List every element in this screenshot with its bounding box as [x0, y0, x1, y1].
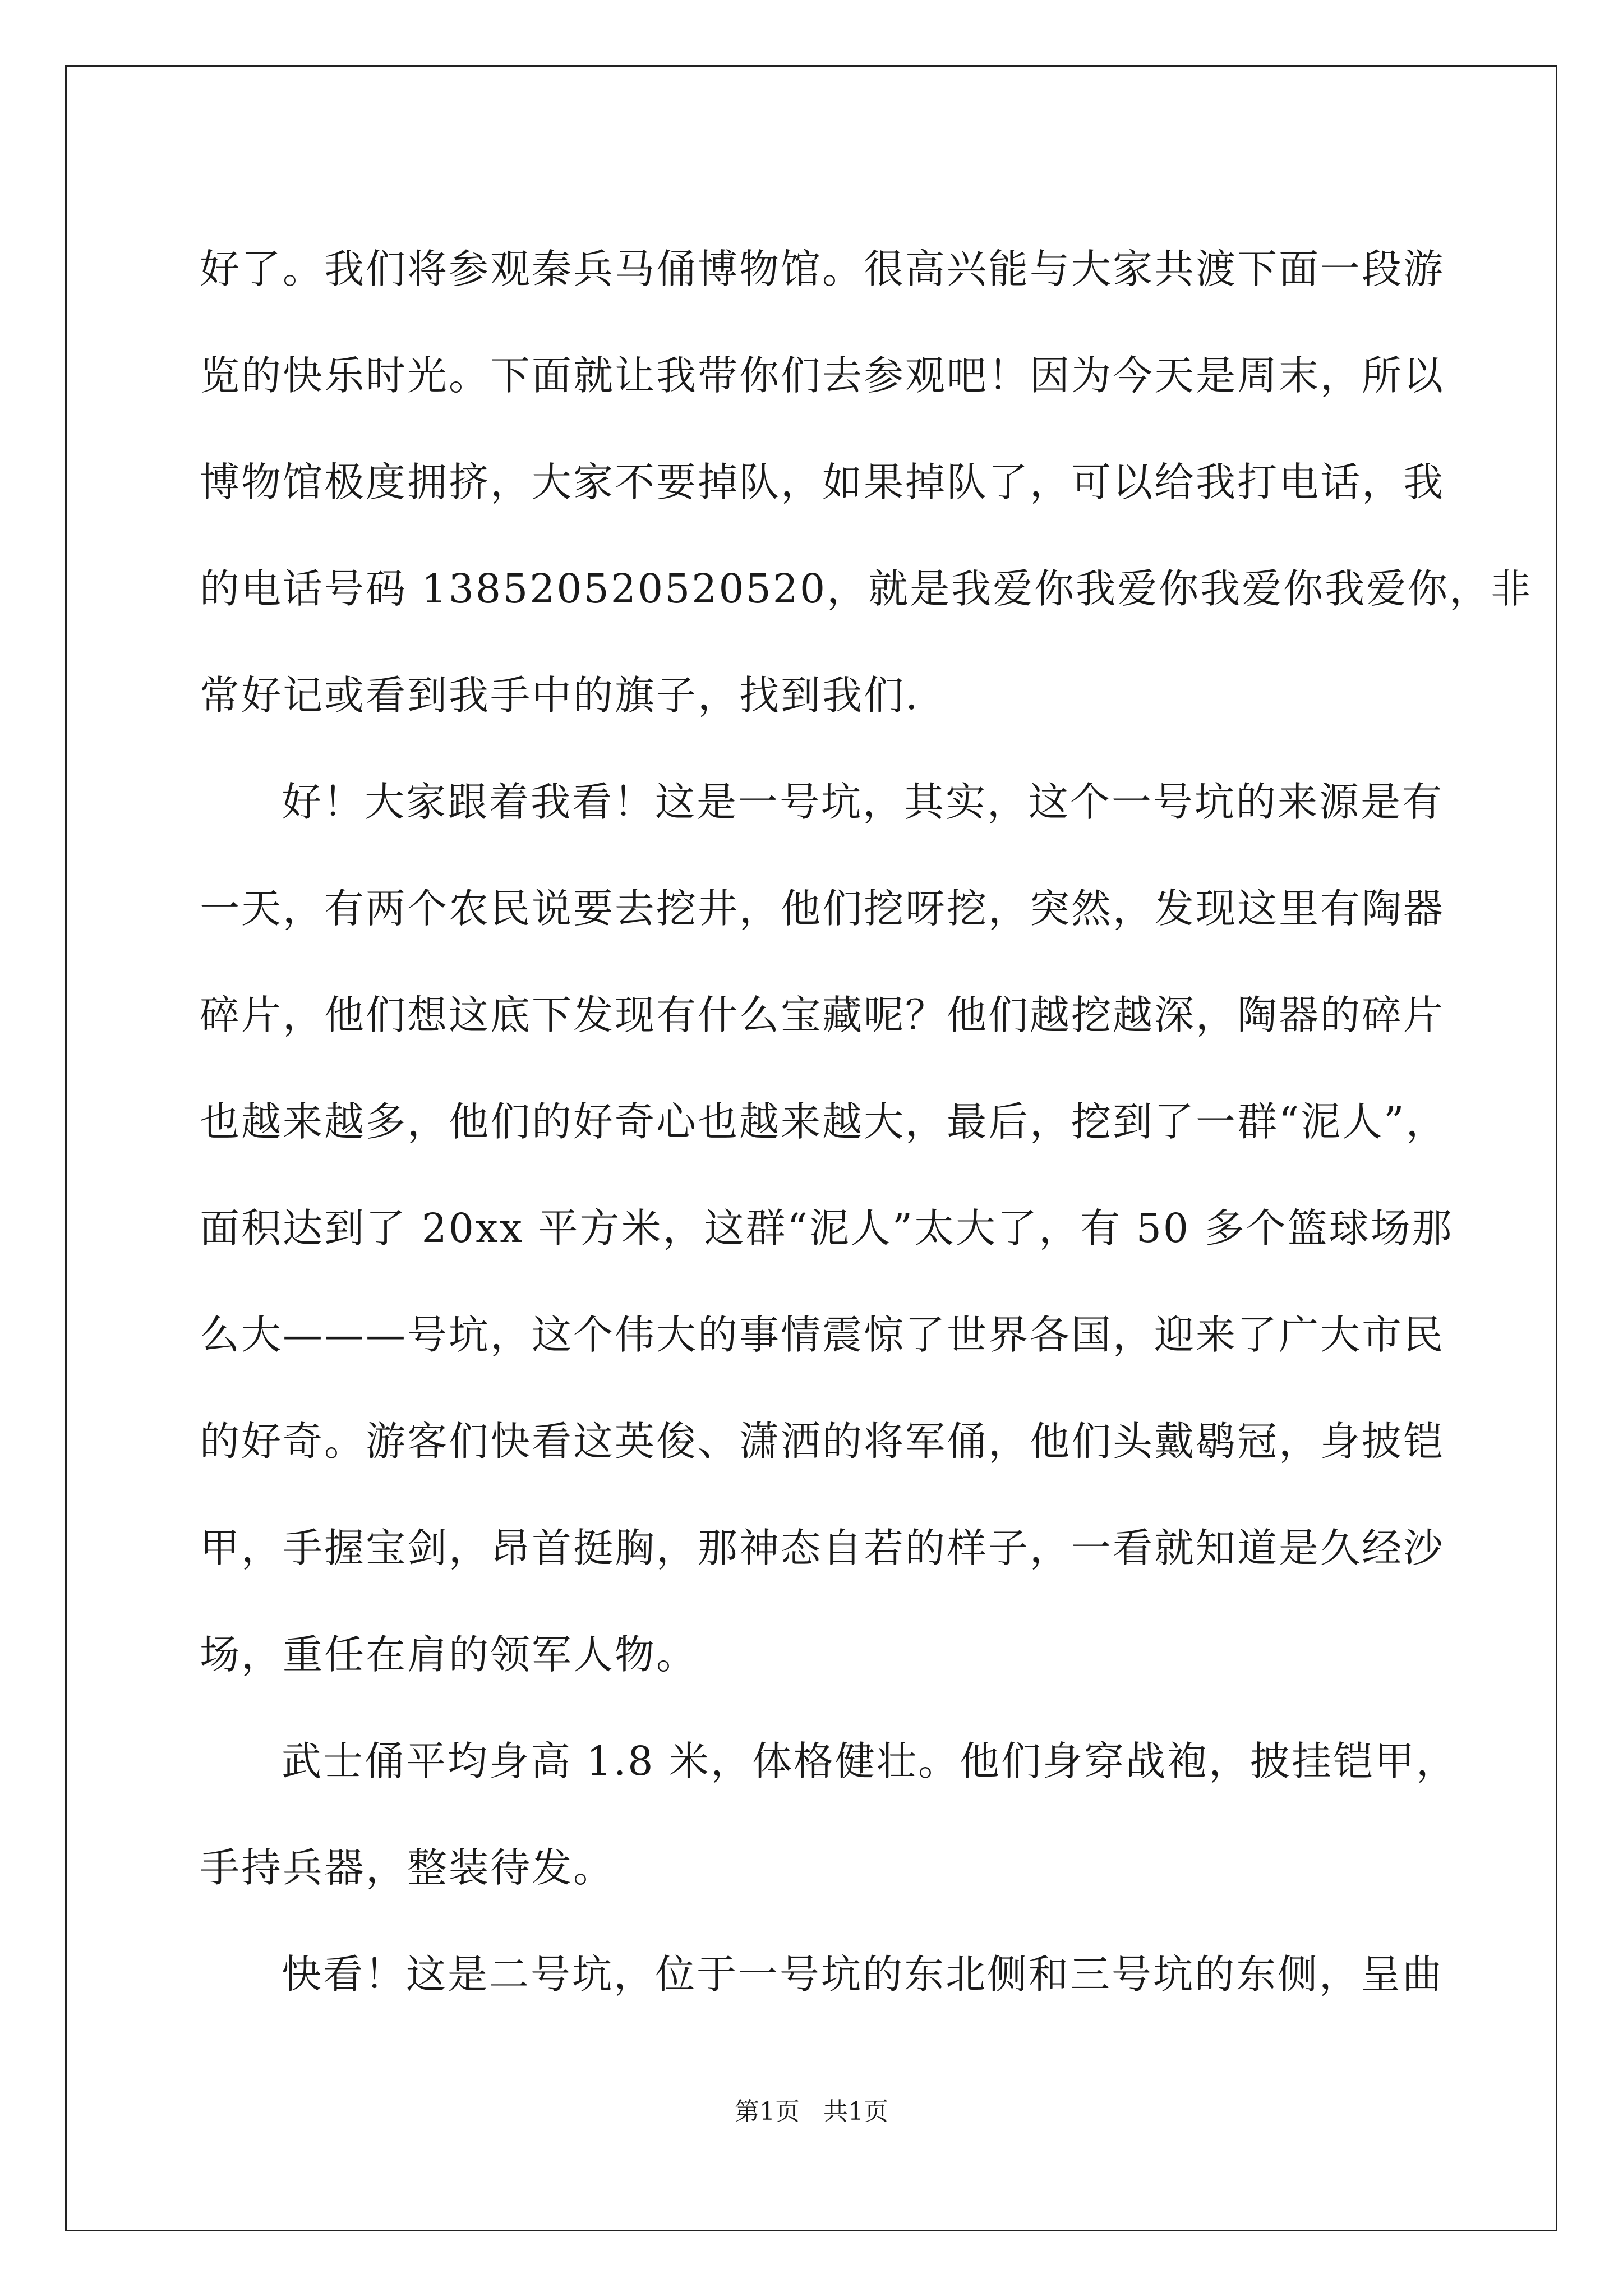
text-line: 么大———号坑，这个伟大的事情震惊了世界各国，迎来了广大市民: [200, 1312, 1445, 1358]
document-body: [200, 216, 1533, 2028]
text-line: 好！大家跟着我看！这是一号坑，其实，这个一号坑的来源是有: [282, 779, 1444, 825]
text-line: 场，重任在肩的领军人物。: [200, 1631, 698, 1678]
text-line: 面积达到了 20xx 平方米，这群“泥人”太大了，有 50 多个篮球场那: [200, 1205, 1454, 1251]
text-line: 也越来越多，他们的好奇心也越来越大，最后，挖到了一群“泥人”，: [200, 1098, 1447, 1145]
text-line: 的好奇。游客们快看这英俊、潇洒的将军俑，他们头戴鹖冠，身披铠: [200, 1418, 1445, 1465]
text-line: 武士俑平均身高 1.8 米，体格健壮。他们身穿战袍，披挂铠甲，: [282, 1738, 1458, 1784]
text-line: 甲，手握宝剑，昂首挺胸，那神态自若的样子，一看就知道是久经沙: [200, 1525, 1445, 1571]
text-line: 的电话号码 138520520520520，就是我爱你我爱你我爱你我爱你，非: [200, 565, 1533, 612]
text-line: 碎片，他们想这底下发现有什么宝藏呢？他们越挖越深，陶器的碎片: [200, 992, 1445, 1038]
text-line: 手持兵器，整装待发。: [200, 1844, 615, 1891]
page-number-footer: 第1页 共1页: [735, 2097, 888, 2126]
text-line: 好了。我们将参观秦兵马俑博物馆。很高兴能与大家共渡下面一段游: [200, 246, 1445, 292]
text-line: 博物馆极度拥挤，大家不要掉队，如果掉队了，可以给我打电话，我: [200, 459, 1445, 505]
text-line: 常好记或看到我手中的旗子，找到我们.: [200, 672, 920, 719]
text-line: 一天，有两个农民说要去挖井，他们挖呀挖，突然，发现这里有陶器: [200, 885, 1445, 932]
text-line: 览的快乐时光。下面就让我带你们去参观吧！因为今天是周末，所以: [200, 352, 1445, 399]
text-line: 快看！这是二号坑，位于一号坑的东北侧和三号坑的东侧，呈曲: [282, 1951, 1444, 1998]
